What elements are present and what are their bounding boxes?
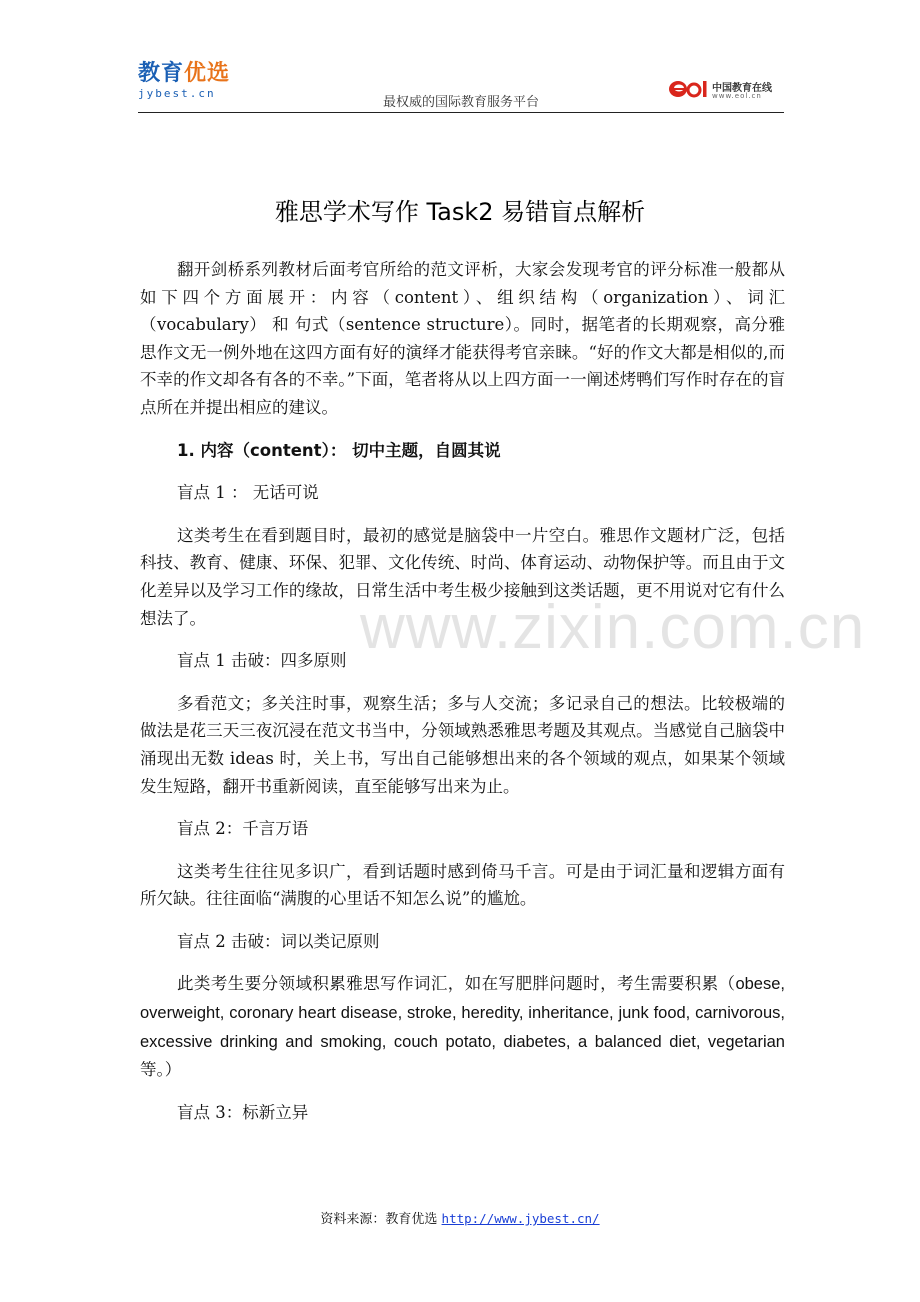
- eol-name: 中国教育在线: [712, 83, 772, 94]
- blind-spot-3-title: 盲点 3：标新立异: [177, 1102, 309, 1122]
- page-footer: [0, 1208, 920, 1227]
- header-tagline: 最权威的国际教育服务平台: [382, 95, 539, 110]
- blind-spot-2-body: 这类考生往往见多识广，看到话题时感到倚马千言。可是由于词汇量和逻辑方面有所欠缺。往往面临“满腹的心里话不知怎么说”的尴尬。: [140, 861, 785, 909]
- logo-url: jybest.cn: [138, 87, 216, 100]
- blind-spot-1-fix-title: 盲点 1 击破：四多原则: [177, 651, 347, 671]
- eol-logo-icon: [668, 78, 710, 100]
- blind-spot-2-fix-body: [140, 970, 785, 1083]
- blind-spot-2-title: 盲点 2：千言万语: [177, 819, 309, 839]
- fix-body-cn: 此类考生要分领域积累雅思写作词汇，如在写肥胖问题时，考生需要积累（: [177, 974, 736, 994]
- logo-text-primary: 教育: [138, 61, 185, 86]
- logo-text-secondary: 优选: [184, 61, 231, 86]
- document-body: [140, 256, 785, 1126]
- eol-logo[interactable]: [668, 76, 784, 106]
- watermark: www.zixin.com.cn: [360, 593, 866, 662]
- document-title: 雅思学术写作 Task2 易错盲点解析: [274, 198, 646, 226]
- blind-spot-1-body: 这类考生在看到题目时，最初的感觉是脑袋中一片空白。雅思作文题材广泛，包括科技、教育、健康、环保、犯罪、文化传统、时尚、体育运动、动物保护等。而且由于文化差异以及学习工作的缘故，日常生活中考生极少接触到这类话题，更不用说对它有什么想法了。: [140, 525, 785, 628]
- fix-body-end: 等。）: [140, 1060, 182, 1080]
- blind-spot-2-fix-title: 盲点 2 击破：词以类记原则: [177, 931, 380, 951]
- footer-source-label: 资料来源：教育优选: [320, 1212, 442, 1227]
- blind-spot-1-fix-body: 多看范文；多关注时事，观察生活；多与人交流；多记录自己的想法。比较极端的做法是花三天三夜沉浸在范文书当中，分领域熟悉雅思考题及其观点。当感觉自己脑袋中涌现出无数 ideas 时，关上书，写出自己能够想出来的各个领域的观点，如果某个领域发生短路，翻开书重新阅读，直至能够写出来为止。: [140, 693, 785, 796]
- footer-source-link[interactable]: http://www.jybest.cn/: [441, 1211, 600, 1226]
- section-heading: 1. 内容（content）： 切中主题，自圆其说: [177, 440, 501, 460]
- blind-spot-1-title: 盲点 1 ： 无话可说: [177, 483, 319, 503]
- eol-url: www.eol.cn: [712, 92, 762, 100]
- page-header: [138, 58, 784, 113]
- fix-body-vocab-list: obese, overweight, coronary heart disease, stroke, heredity, inheritance, junk food, carnivorous, excessive drinking and smoking, couch potato, diabetes, a balanced diet, vegetarian: [140, 975, 785, 1051]
- intro-paragraph: 翻开剑桥系列教材后面考官所给的范文评析，大家会发现考官的评分标准一般都从如下四个方面展开：内容（content）、组织结构（organization）、词汇（vocabulary） 和 句式（sentence structure）。同时，据笔者的长期观察，高分雅思作文无一例外地在这四方面有好的演绎才能获得考官亲睐。“好的作文大都是相似的,而不幸的作文却各有各的不幸。”下面，笔者将从以上四方面一一阐述烤鸭们写作时存在的盲点所在并提出相应的建议。: [140, 260, 785, 417]
